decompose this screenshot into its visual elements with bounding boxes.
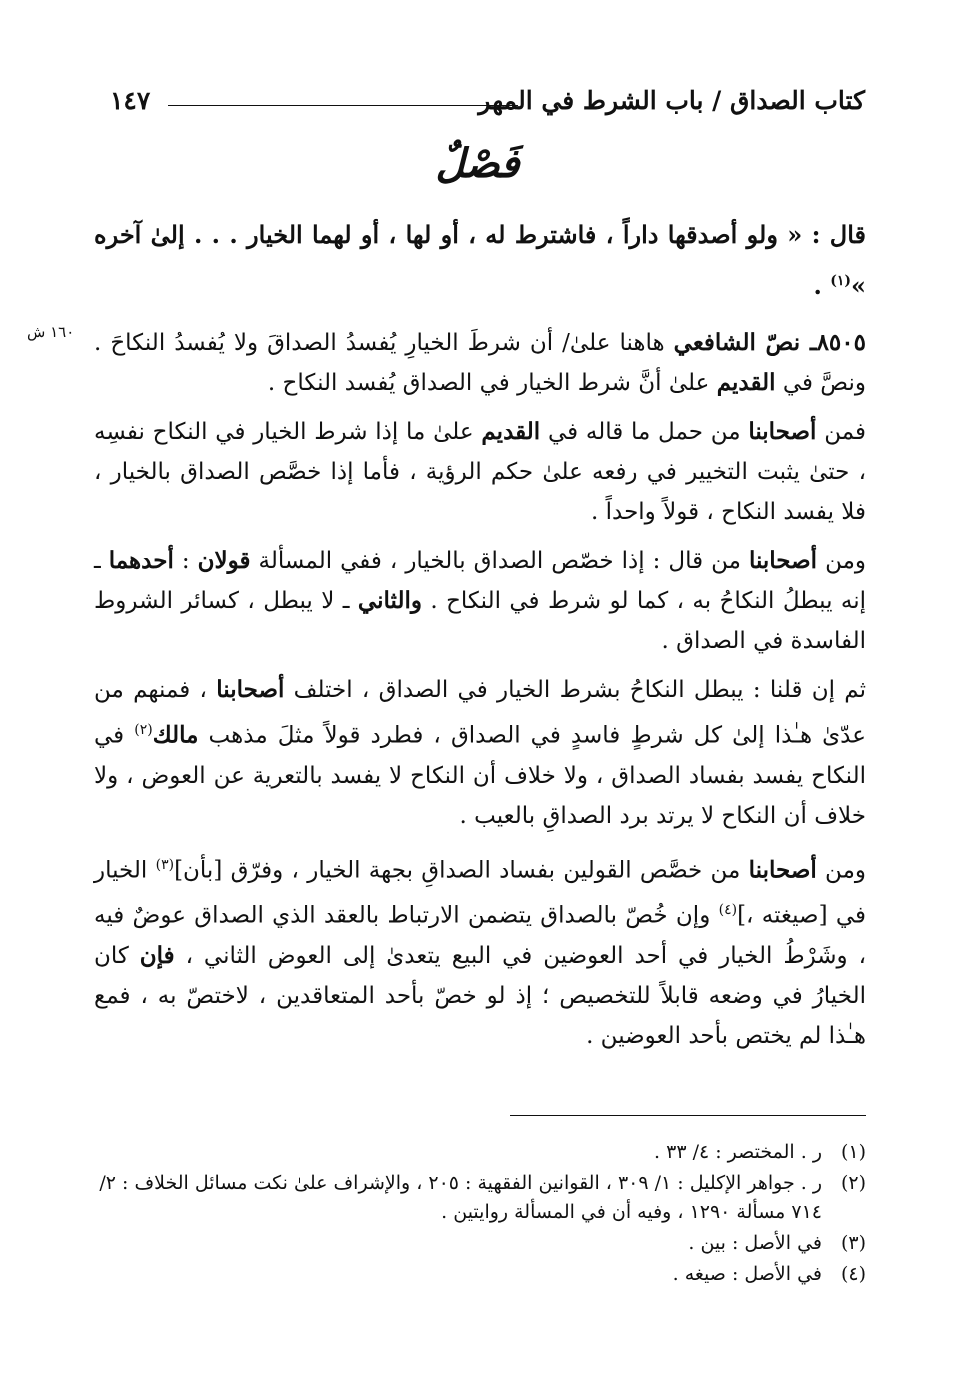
- footnote-ref: (٤): [718, 902, 738, 919]
- running-header-title: كتاب الصداق / باب الشرط في المهر: [478, 86, 865, 115]
- footnote-number: (٤): [840, 1263, 866, 1285]
- text-run: :: [173, 548, 198, 574]
- marginal-note: ١٦٠ ش: [27, 323, 75, 341]
- emphasis-text: أصحابنا: [748, 418, 817, 445]
- footnote-number: (٣): [840, 1232, 866, 1254]
- footnote: [94, 1260, 866, 1289]
- emphasis-text: أصحابنا: [216, 676, 285, 703]
- emphasis-text: مالك: [152, 721, 199, 749]
- paragraph: [94, 541, 866, 661]
- text-run: من قال : إذا خصّص الصداق بالخيار ، ففي المسألة: [250, 548, 749, 574]
- text-run: ومن: [816, 857, 866, 884]
- text-run: .: [813, 271, 831, 300]
- text-run: ثم إن قلنا : يبطل النكاحُ بشرط الخيار في الصداق ، اختلف: [284, 677, 866, 703]
- footnote: [94, 1169, 866, 1227]
- text-run: علىٰ ما إذا شرط الخيار في النكاح نفسِه ، حتىٰ يثبت التخيير في رفعه علىٰ حكم الرؤية ، فأما إذا خصَّص الصداق بالخيار ، فلا يفسد النكاح ، قولاً واحداً .: [94, 419, 867, 525]
- page-number: ١٤٧: [110, 86, 151, 115]
- text-run: ، فمنهم من عدّىٰ هـٰذا إلىٰ كل شرطٍ فاسدٍ في الصداق ، فطرد قولاً مثلَ مذهب: [94, 677, 866, 749]
- emphasis-text: والثاني: [357, 587, 422, 614]
- text-run: ـ لا يبطل ، كسائر الشروط الفاسدة في الصداق .: [94, 588, 866, 654]
- section-heading: فَصْلٌ: [435, 140, 520, 187]
- footnote-separator: [510, 1115, 866, 1116]
- emphasis-text: الشافعي: [673, 329, 756, 356]
- footnote: [94, 1229, 866, 1258]
- emphasis-text: أحدهما: [108, 547, 174, 574]
- emphasis-text: أصحابنا: [748, 547, 818, 574]
- paragraph: [94, 412, 866, 532]
- emphasis-text: أصحابنا: [748, 856, 817, 884]
- footnote: [94, 1138, 866, 1167]
- text-run: ومن: [817, 548, 867, 574]
- text-run: هاهنا علىٰ/ أن شرطَ الخيارِ يُفسدُ الصداقَ ولا يُفسدُ النكاحَ . ونصَّ في: [94, 330, 866, 396]
- footnote-number: (٢): [840, 1172, 866, 1194]
- footnote-ref: (٣): [155, 856, 175, 873]
- paragraph: [94, 670, 866, 836]
- emphasis-text: قال : « ولو أصدقها داراً ، فاشترط له ، أو لها ، أو لهما الخيار . . . إلىٰ آخره »: [94, 220, 866, 300]
- text-run: من خصَّص القولين بفساد الصداقِ بجهة الخيار ، وفرّق [بأن]: [174, 857, 749, 884]
- text-run: الخيار في [صيغته ،]: [94, 857, 866, 929]
- main-text: [94, 212, 866, 1065]
- paragraph-qala: [94, 212, 866, 309]
- text-run: فمن: [816, 419, 866, 445]
- emphasis-text: قولان: [197, 547, 251, 574]
- paragraph-8505: [94, 323, 866, 403]
- footnote-text: ر . جواهر الإكليل : ١/ ٣٠٩ ، القوانين الفقهية : ٢٠٥ ، والإشراف علىٰ نكت مسائل الخلاف : ٢/ ٧١٤ مسألة ١٢٩٠ ، وفيه أن في المسألة روايتين .: [99, 1172, 822, 1223]
- footnote-ref: (٢): [134, 722, 153, 738]
- text-run: علىٰ أنَّ شرط الخيار في الصداق يُفسد النكاح .: [267, 370, 717, 396]
- footnote-text: في الأصل : بين .: [688, 1232, 822, 1254]
- text-run: من حمل ما قاله في: [540, 419, 749, 445]
- text-run: وإن خُصّ بالصداق يتضمن الارتباط بالعقد الذي الصداق عوضٌ فيه ، وشَرْطُ الخيار في أحد العوضين في البيع يتعدىٰ إلى العوض الثاني ،: [94, 902, 866, 969]
- footnote-ref: (١): [830, 273, 851, 289]
- header-rule: [168, 105, 518, 106]
- emphasis-text: ٨٥٠٥ـ نصّ: [755, 329, 866, 356]
- text-run: ـ إنه يبطلُ النكاحُ به ، كما لو شرط في النكاح .: [94, 548, 867, 614]
- footnote-text: في الأصل : صيغه .: [672, 1263, 822, 1285]
- footnote-number: (١): [840, 1141, 866, 1163]
- emphasis-text: فإن: [139, 941, 175, 969]
- paragraph: [94, 845, 866, 1056]
- emphasis-text: القديم: [481, 418, 541, 445]
- emphasis-text: القديم: [716, 369, 776, 396]
- text-run: في النكاح يفسد بفساد الصداق ، ولا خلاف أن النكاح لا يفسد بالتعرية عن العوض ، ولا خلاف أن النكاح لا يرتد برد الصداقِ بالعيب .: [94, 722, 866, 829]
- footnotes: [94, 1138, 866, 1291]
- text-run: كان الخيارُ في وضعه قابلاً للتخصيص ؛ إذ لو خصّ بأحد المتعاقدين ، لاختصّ به ، فمع هـٰذا لم يختص بأحد العوضين .: [94, 942, 866, 1049]
- footnote-text: ر . المختصر : ٤/ ٣٣ .: [654, 1141, 822, 1163]
